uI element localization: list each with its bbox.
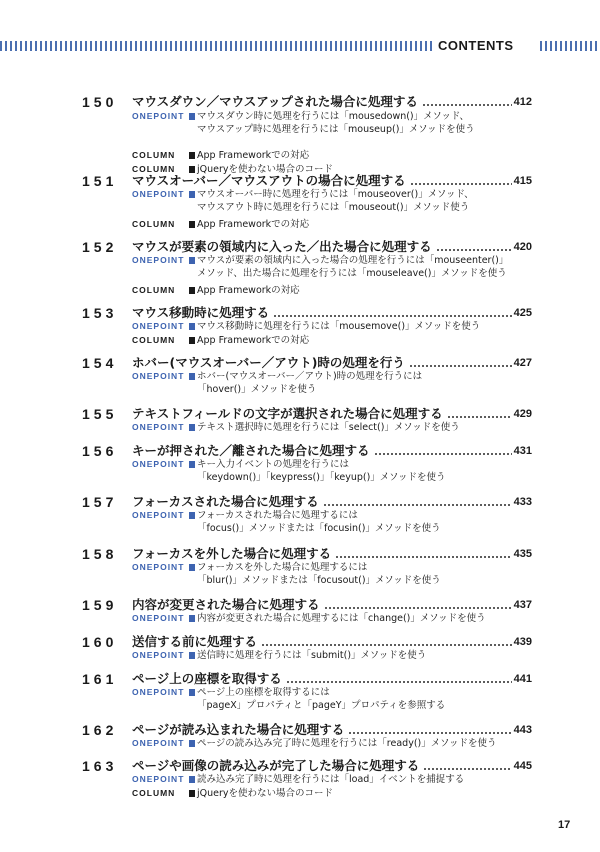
section-title: マウスオーバー／マウスアウトの場合に処理する <box>132 173 406 188</box>
column-note <box>132 149 552 162</box>
note-text: App Frameworkでの対応 <box>197 335 310 346</box>
section-page-number: 427 <box>513 357 532 369</box>
dot-leader <box>324 607 512 609</box>
section-page-number: 441 <box>513 673 532 685</box>
onepoint-label: ONEPOINT <box>132 738 185 748</box>
dot-leader <box>436 249 512 251</box>
section-number: 158 <box>82 546 118 562</box>
dot-leader <box>423 768 511 770</box>
square-bullet-icon <box>189 152 195 159</box>
square-bullet-icon <box>189 461 195 468</box>
onepoint-note <box>132 458 552 483</box>
section-page-number: 429 <box>513 408 532 420</box>
dot-leader <box>422 104 512 106</box>
square-bullet-icon <box>189 776 195 783</box>
note-text: マウスが要素の領域内に入った場合の処理を行うには「mouseenter()」 <box>197 255 509 266</box>
column-note <box>132 284 552 297</box>
dot-leader <box>374 453 512 455</box>
header-stripes-left <box>0 41 432 51</box>
section-title: ページや画像の読み込みが完了した場合に処理する <box>132 758 420 773</box>
title-line <box>132 597 532 613</box>
onepoint-note <box>132 509 552 534</box>
toc-entry-title-row <box>0 634 600 650</box>
contents-heading: CONTENTS <box>438 38 514 53</box>
note-text: メソッド、出た場合に処理を行うには「mouseleave()」メソッドを使う <box>197 268 507 279</box>
dot-leader <box>410 183 512 185</box>
note-text: マウスアップ時に処理を行うには「mouseup()」メソッドを使う <box>197 124 475 135</box>
note-text: フォーカスを外した場合に処理するには <box>197 562 368 573</box>
section-number: 153 <box>82 305 118 321</box>
note-text: 「focus()」メソッドまたは「focusin()」メソッドを使う <box>197 523 441 534</box>
square-bullet-icon <box>189 689 195 696</box>
onepoint-label: ONEPOINT <box>132 613 185 623</box>
toc-entry-title-row <box>0 94 600 110</box>
toc-entry-title-row <box>0 758 600 774</box>
toc-entry-title-row <box>0 239 600 255</box>
onepoint-note <box>132 737 552 750</box>
onepoint-label: ONEPOINT <box>132 774 185 784</box>
square-bullet-icon <box>189 221 195 228</box>
dot-leader <box>286 681 512 683</box>
onepoint-label: ONEPOINT <box>132 189 185 199</box>
note-text: マウス移動時に処理を行うには「mousemove()」メソッドを使う <box>197 321 481 332</box>
toc-entry-title-row <box>0 355 600 371</box>
column-label: COLUMN <box>132 788 176 798</box>
onepoint-note <box>132 110 552 135</box>
section-number: 161 <box>82 671 118 687</box>
section-page-number: 435 <box>513 548 532 560</box>
title-line <box>132 173 532 189</box>
title-line <box>132 239 532 255</box>
note-text: ページの読み込み完了時に処理を行うには「ready()」メソッドを使う <box>197 738 497 749</box>
column-label: COLUMN <box>132 335 176 345</box>
title-line <box>132 634 532 650</box>
section-number: 151 <box>82 173 118 189</box>
column-label: COLUMN <box>132 219 176 229</box>
section-title: ページが読み込まれた場合に処理する <box>132 722 345 737</box>
toc-entry-title-row <box>0 597 600 613</box>
note-text: ホバー(マウスオーバー／アウト)時の処理を行うには <box>197 371 423 382</box>
section-number: 152 <box>82 239 118 255</box>
section-page-number: 431 <box>513 445 532 457</box>
column-label: COLUMN <box>132 150 176 160</box>
note-text: 送信時に処理を行うには「submit()」メソッドを使う <box>197 650 427 661</box>
square-bullet-icon <box>189 191 195 198</box>
title-line <box>132 671 532 687</box>
onepoint-label: ONEPOINT <box>132 371 185 381</box>
column-note <box>132 334 552 347</box>
section-number: 159 <box>82 597 118 613</box>
note-text: App Frameworkの対応 <box>197 285 300 296</box>
section-page-number: 443 <box>513 724 532 736</box>
dot-leader <box>335 556 512 558</box>
column-note <box>132 787 552 800</box>
section-number: 156 <box>82 443 118 459</box>
toc-entry-title-row <box>0 173 600 189</box>
square-bullet-icon <box>189 512 195 519</box>
onepoint-note <box>132 686 552 711</box>
title-line <box>132 494 532 510</box>
toc-entry-title-row <box>0 546 600 562</box>
section-page-number: 420 <box>513 241 532 253</box>
title-line <box>132 443 532 459</box>
square-bullet-icon <box>189 337 195 344</box>
toc-entry-title-row <box>0 671 600 687</box>
square-bullet-icon <box>189 740 195 747</box>
toc-entry-title-row <box>0 406 600 422</box>
column-label: COLUMN <box>132 285 176 295</box>
section-title: ページ上の座標を取得する <box>132 671 282 686</box>
section-number: 154 <box>82 355 118 371</box>
section-page-number: 437 <box>513 599 532 611</box>
dot-leader <box>273 315 512 317</box>
section-page-number: 445 <box>513 760 532 772</box>
section-number: 150 <box>82 94 118 110</box>
square-bullet-icon <box>189 257 195 264</box>
dot-leader <box>447 416 512 418</box>
dot-leader <box>323 504 512 506</box>
note-text: マウスオーバー時に処理を行うには「mouseover()」メソッド、 <box>197 189 474 200</box>
note-text: App Frameworkでの対応 <box>197 219 310 230</box>
section-number: 160 <box>82 634 118 650</box>
onepoint-note <box>132 649 552 662</box>
onepoint-note <box>132 320 552 333</box>
toc-entry-title-row <box>0 305 600 321</box>
onepoint-note <box>132 773 552 786</box>
onepoint-label: ONEPOINT <box>132 510 185 520</box>
title-line <box>132 94 532 110</box>
dot-leader <box>409 365 512 367</box>
title-line <box>132 546 532 562</box>
section-title: フォーカスされた場合に処理する <box>132 494 319 509</box>
title-line <box>132 758 532 774</box>
note-text: ページ上の座標を取得するには <box>197 687 330 698</box>
square-bullet-icon <box>189 113 195 120</box>
square-bullet-icon <box>189 323 195 330</box>
section-title: ホバー(マウスオーバー／アウト)時の処理を行う <box>132 355 405 370</box>
title-line <box>132 722 532 738</box>
square-bullet-icon <box>189 424 195 431</box>
onepoint-label: ONEPOINT <box>132 650 185 660</box>
section-number: 157 <box>82 494 118 510</box>
section-page-number: 425 <box>513 307 532 319</box>
section-title: テキストフィールドの文字が選択された場合に処理する <box>132 406 443 421</box>
onepoint-label: ONEPOINT <box>132 422 185 432</box>
title-line <box>132 406 532 422</box>
onepoint-label: ONEPOINT <box>132 687 185 697</box>
section-page-number: 415 <box>513 175 532 187</box>
note-text: マウスダウン時に処理を行うには「mousedown()」メソッド、 <box>197 111 470 122</box>
section-number: 155 <box>82 406 118 422</box>
onepoint-note <box>132 561 552 586</box>
section-title: マウスダウン／マウスアップされた場合に処理する <box>132 94 418 109</box>
section-title: マウスが要素の領域内に入った／出た場合に処理する <box>132 239 432 254</box>
onepoint-note <box>132 254 552 279</box>
note-text: キー入力イベントの処理を行うには <box>197 459 350 470</box>
square-bullet-icon <box>189 166 195 173</box>
column-note <box>132 218 552 231</box>
onepoint-note <box>132 421 552 434</box>
note-text: jQueryを使わない場合のコード <box>197 164 334 175</box>
note-text: テキスト選択時に処理を行うには「select()」メソッドを使う <box>197 422 460 433</box>
onepoint-label: ONEPOINT <box>132 111 185 121</box>
square-bullet-icon <box>189 790 195 797</box>
title-line <box>132 355 532 371</box>
onepoint-note <box>132 612 552 625</box>
note-text: 「hover()」メソッドを使う <box>197 384 317 395</box>
square-bullet-icon <box>189 615 195 622</box>
note-text: jQueryを使わない場合のコード <box>197 788 334 799</box>
section-page-number: 439 <box>513 636 532 648</box>
onepoint-label: ONEPOINT <box>132 255 185 265</box>
note-text: 内容が変更された場合に処理するには「change()」メソッドを使う <box>197 613 486 624</box>
note-text: マウスアウト時に処理を行うには「mouseout()」メソッド使う <box>197 202 470 213</box>
note-text: App Frameworkでの対応 <box>197 150 310 161</box>
dot-leader <box>261 644 512 646</box>
square-bullet-icon <box>189 287 195 294</box>
toc-entry-title-row <box>0 722 600 738</box>
square-bullet-icon <box>189 564 195 571</box>
section-page-number: 412 <box>513 96 532 108</box>
note-text: 「pageX」プロパティと「pageY」プロパティを参照する <box>197 700 446 711</box>
section-title: フォーカスを外した場合に処理する <box>132 546 332 561</box>
note-text: 「blur()」メソッドまたは「focusout()」メソッドを使う <box>197 575 441 586</box>
onepoint-note <box>132 188 552 213</box>
section-title: マウス移動時に処理する <box>132 305 270 320</box>
page-header <box>0 38 600 54</box>
section-title: キーが押された／離された場合に処理する <box>132 443 370 458</box>
onepoint-label: ONEPOINT <box>132 459 185 469</box>
section-title: 内容が変更された場合に処理する <box>132 597 320 612</box>
title-line <box>132 305 532 321</box>
column-label: COLUMN <box>132 164 176 174</box>
dot-leader <box>348 732 511 734</box>
note-text: フォーカスされた場合に処理するには <box>197 510 358 521</box>
onepoint-label: ONEPOINT <box>132 321 185 331</box>
section-number: 163 <box>82 758 118 774</box>
onepoint-label: ONEPOINT <box>132 562 185 572</box>
note-text: 読み込み完了時に処理を行うには「load」イベントを捕捉する <box>197 774 465 785</box>
page-number: 17 <box>558 819 571 831</box>
section-number: 162 <box>82 722 118 738</box>
toc-entry-title-row <box>0 494 600 510</box>
header-stripes-right <box>540 41 600 51</box>
square-bullet-icon <box>189 373 195 380</box>
square-bullet-icon <box>189 652 195 659</box>
section-title: 送信する前に処理する <box>132 634 258 649</box>
section-page-number: 433 <box>513 496 532 508</box>
toc-entry-title-row <box>0 443 600 459</box>
onepoint-note <box>132 370 552 395</box>
note-text: 「keydown()」「keypress()」「keyup()」メソッドを使う <box>197 472 446 483</box>
